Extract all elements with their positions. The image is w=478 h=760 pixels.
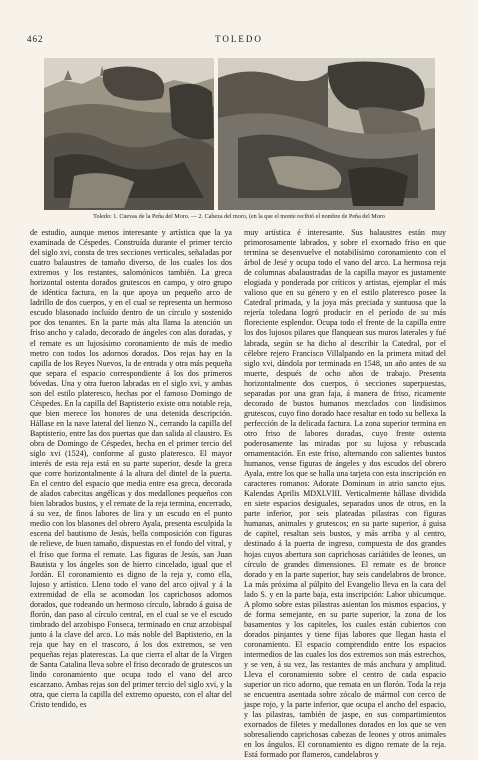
photo-2-image	[218, 58, 435, 210]
figure-caption: Toledo: 1. Cuevas de la Peña del Moro. — 2. Cabeza del moro, (en la que el monte recibió el nombre de Peña del Moro	[93, 214, 385, 220]
running-title: TOLEDO	[215, 34, 263, 44]
photo-cuevas-pena-del-moro	[44, 58, 214, 210]
column-left-text: de estudio, aunque menos interesante y artística que la ya examinada de Céspedes. Construída durante el primer tercio del siglo xvi, consta de tres secciones verticales, señaladas por cuatro balaustres de tamaño diverso, de los cuales los dos extremos y los restantes, salomónicos también. La greca horizontal ostenta dorados grutescos en campo, y otro grupo de idéntica factura, en la que apoya un pequeño arco de ladrillo de dos cuerpos, y en el cual se representa un hermoso escudo blasonado incluído dentro de un círculo y sostenido por dos tenantes. En la parte más alta llama la atención un friso ancho y calado, decorado de ángeles con alas doradas, y el remate es un lujosísimo coronamiento de más de medio metro con todos los adornos dorados. Dos rejas hay en la capilla de los Reyes Nuevos, la de entrada y otra más pequeña que separa el espacio correspondiente á los dos primeros bóvedas. Una y otra fueron labradas en el siglo xvi, y ambas son del estilo plateresco, hechas por el famoso Domingo de Céspedes. En la capilla del Baptisterio existe otra notable reja, que bien merece los honores de una detenida descripción. Hállase en la nave lateral del lienzo N., cerrando la capilla del Baptisterio, entre las dos puertas que dan salida al claustro. Es obra de Domingo de Céspedes, hecha en el primer tercio del siglo xvi (1524), conforme al gusto plateresco. El mayor interés de esta reja está en su parte superior, desde la greca que corre horizontalmente á la altura del dintel de la puerta. En el centro del espacio que media entre esa greca, decorada de alados cabecitas angélicas y dos medallones pequeños con bien labrados bustos, y el remate de la reja termina, encerrado, á su vez, de finos labores de lira y un escudo en el punto medio con los blasones del obrero Ayala, presenta esculpida la escena del bautismo de Jesús, bella composición con figuras de relieve, de buen tamaño, dispuestas en el fondo del vitral, y el friso que forma el remate. Las figuras de Jesús, san Juan Bautista y los ángeles son de hierro cincelado, igual que el Jordán. El coronamiento es digno de la reja y, como ella, lujoso y artístico. Lleno todo el vano del arco ojival y á la extremidad de ella se acomodan los caprichosos adornos dorados, que rodeando un hermoso círculo, labrado á guisa de florón, dan paso al círculo central, en el cual se ve el escudo timbrado del arzobispo Fonseca, terminado en cruz arzobispal junto á la clave del arco. Lo más noble del Baptisterio, en la reja que hay en el trascoro, á los dos extremos, se ven pequeñas rejas platerescas. La que cierra el altar de la Virgen de Santa Catalina lleva sobre el friso decorado de grutescos un lindo coronamiento que ocupa todo el vano del arco escarzano. Ambas rejas son del primer tercio del siglo xvi, y la otra, que cierra la capilla del extremo opuesto, con el altar del Cristo tendido, es	[30, 228, 232, 710]
figure-plate	[44, 58, 435, 210]
page-number: 462	[27, 34, 44, 44]
photo-1-image	[44, 58, 214, 210]
text-column-left	[30, 228, 232, 720]
photo-cabeza-del-moro	[218, 58, 435, 210]
text-column-right	[244, 228, 446, 760]
column-right-text: muy artística é interesante. Sus balaustres están muy primorosamente labrados, y sobre el exornado friso en que termina se desenvuelve el notabilísimo coronamiento con el árbol de Jesé y ocupa todo el vano del arco. La hermosa reja de columnas abalaustradas de la capilla mayor es justamente elogiada y ponderada por críticos y artistas, ejemplar el más valioso que en su género y en el estilo plateresco posee la Catedral primada, y la joya más preciada y suntuosa que la rejería toledana logró producir en el período de su más floreciente esplendor. Ocupa todo el frente de la capilla entre los dos lujosos pilares que flanquean sus muros laterales y fué labrada, según se ha dicho al describir la Catedral, por el célebre rejero Francisco Villalpando en la primera mitad del siglo xvi, dándola por terminada en 1548, un año antes de su muerte, después de ocho años de trabajo. Presenta horizontalmente dos cuerpos, ó secciones superpuestas, separadas por una gran faja, á manera de friso, ricamente decorado de bustos humanos mezclados con lindísimos grutescos, cuyo fino dorado hace resaltar en todo su bellexa la perfección de la delicada factura. La zona superior termina en otro friso de labores doradas, cuyo frente ostenta poderosamente las miradas por su lujosa y rebuscada ornamentación. En este friso, alternando con salientes bustos humanos, vense figuras de ángeles y dos escudos del obrero Ayala, entre los que se halla una tarjeta con esta inscripción en caracteres romanos: Adorate Dominum in atrio sancto ejus. Kalendas Aprilis MDXLVIII. Verticalmente hállase dividida en siete espacios desiguales, separados unos de otros, en la parte inferior, por seis plateadas pilastras con figuras humanas, animales y grutescos; en su parte superior, á guisa de capitel, resaltan seis bustos, y más arriba y al centro, destinado á la puerta de ingreso, compuesta de dos grandes hojas cuyos abertura son caprichosas cariátides de leones, un círculo de grandes dimensiones. El remate es de bronce dorado y en la parte superior, hay seis candelabros de bronce. La más próxima al púlpito del Evangelio lleva en la cara del lado S. y en la parte baja, esta inscripción: Labor ubicumque. A plomo sobre estas pilastras asientan los mismos espacios, y de forma semejante, en su parte superior, la zona de los basamentos y los capiteles, los cuales están cubiertos con dorados pinjantes y tiene fijas labores que llegan hasta el coronamiento. El espacio comprendido entre los espacios intermedios de las cuales los dos extremos son más estrechos, y se ven, á su vez, las restantes de más anchura y amplitud. Lleva el coronamiento sobre el centro de cada espacio superior un rico adorno, que remata en un florón. Toda la reja se encuentra asentada sobre zócalo de mármol con cerco de jaspe rojo, y la parte inferior, que ocupa el ancho del espacio, y las pilastras, también de jaspe, en sus compartimientos exornados de filetes y medallones dorados en los que se ven sobresaliendo caprichosas cabezas de leones y otros animales en los ángulos. El coronamiento es digno remate de la reja. Está formado por flameros, candelabros y	[244, 228, 446, 760]
running-header	[27, 34, 451, 46]
